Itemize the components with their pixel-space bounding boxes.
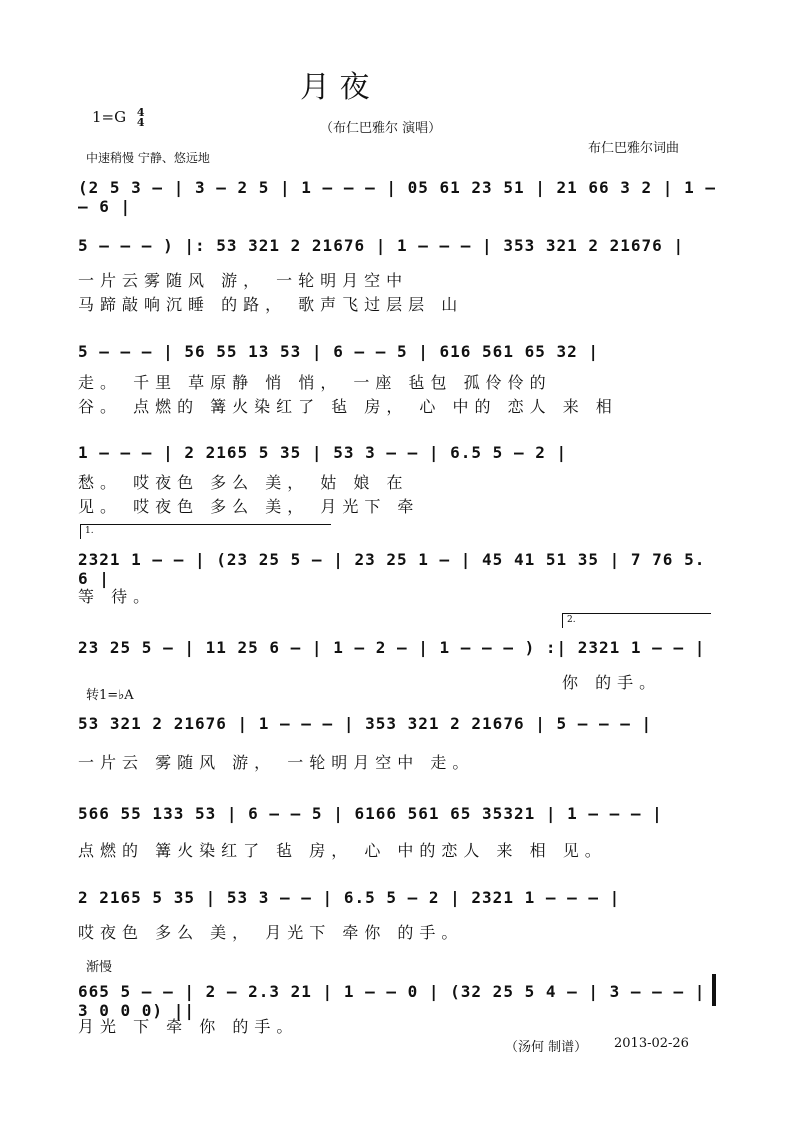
key-label: 1=G: [92, 108, 127, 126]
lyric-verse-1: 你 的手。: [562, 673, 662, 692]
volta-bracket-1: [80, 524, 331, 539]
song-title: 月 夜: [300, 70, 370, 105]
notation: 2 2165 5 35 | 53 3 – – | 6.5 5 – 2 | 2321 1 – – – |: [78, 888, 621, 907]
volta-bracket-2: [562, 613, 711, 628]
lyric-verse-1: 一片云 雾随风 游， 一轮明月空中 走。: [78, 753, 475, 772]
lyric-verse-2: 谷。 点燃的 篝火染红了 毡 房， 心 中的 恋人 来 相: [78, 397, 618, 416]
modulation-marking: 转1=♭A: [86, 688, 134, 703]
notation: 23 25 5 – | 11 25 6 – | 1 – 2 – | 1 – – – ) :| 2321 1 – – |: [78, 638, 706, 657]
notation: 2321 1 – – | (23 25 5 – | 23 25 1 – | 45 41 51 35 | 7 76 5. 6 |: [78, 550, 706, 588]
notation: 53 321 2 21676 | 1 – – – | 353 321 2 21676 | 5 – – – |: [78, 714, 653, 733]
staff-line-9: [78, 888, 718, 910]
time-bottom: 4: [136, 116, 145, 129]
notation: 566 55 133 53 | 6 – – 5 | 6166 561 65 35321 | 1 – – – |: [78, 804, 663, 823]
final-barline: [712, 974, 716, 1006]
lyric-verse-1: 月光 下 牵 你 的手。: [78, 1017, 299, 1036]
lyric-verse-1: 等 待。: [78, 587, 156, 606]
volta-label: 1.: [85, 526, 94, 536]
staff-line-5: [78, 550, 718, 588]
performer-credit: （布仁巴雅尔 演唱）: [320, 121, 442, 136]
notation: 5 – – – | 56 55 13 53 | 6 – – 5 | 616 561 65 32 |: [78, 342, 600, 361]
lyric-verse-1: 走。 千里 草原静 悄 悄， 一座 毡包 孤伶伶的: [78, 373, 552, 392]
lyric-verse-1: 一片云雾随风 游， 一轮明月空中: [78, 271, 409, 290]
lyric-verse-2: 见。 哎夜色 多么 美， 月光下 牵: [78, 497, 420, 516]
notation: 1 – – – | 2 2165 5 35 | 53 3 – – | 6.5 5 – 2 |: [78, 443, 568, 462]
composer-credit: 布仁巴雅尔词曲: [588, 141, 680, 156]
time-signature: [137, 108, 145, 128]
lyric-verse-1: 哎夜色 多么 美， 月光下 牵你 的手。: [78, 923, 464, 942]
staff-line-2: [78, 236, 718, 258]
lyric-verse-1: 愁。 哎夜色 多么 美， 姑 娘 在: [78, 473, 409, 492]
tempo-change-marking: 渐慢: [86, 960, 113, 975]
lyric-verse-1: 点燃的 篝火染红了 毡 房， 心 中的恋人 来 相 见。: [78, 841, 607, 860]
date: 2013-02-26: [614, 1036, 689, 1051]
notation: 5 – – – ) |: 53 321 2 21676 | 1 – – – | 353 321 2 21676 |: [78, 236, 685, 255]
staff-line-7: [78, 714, 718, 736]
notation: 665 5 – – | 2 – 2.3 21 | 1 – – 0 | (32 25 5 4 – | 3 – – – | 3 0 0 0) ||: [78, 982, 706, 1020]
staff-line-3: [78, 342, 718, 364]
time-top: 4: [136, 106, 145, 119]
arranger-credit: （汤何 制谱）: [505, 1040, 588, 1055]
notation: (2 5 3 – | 3 – 2 5 | 1 – – – | 05 61 23 51 | 21 66 3 2 | 1 – – 6 |: [78, 178, 716, 216]
tempo-marking: 中速稍慢 宁静、悠远地: [86, 151, 210, 165]
staff-line-6: [78, 638, 718, 660]
staff-line-4: [78, 443, 718, 465]
staff-line-1: [78, 178, 718, 216]
staff-line-8: [78, 804, 718, 826]
volta-label: 2.: [567, 615, 576, 625]
key-signature: [92, 108, 145, 128]
staff-line-10: [78, 982, 718, 1020]
lyric-verse-2: 马蹄敲响沉睡 的路， 歌声飞过层层 山: [78, 295, 464, 314]
